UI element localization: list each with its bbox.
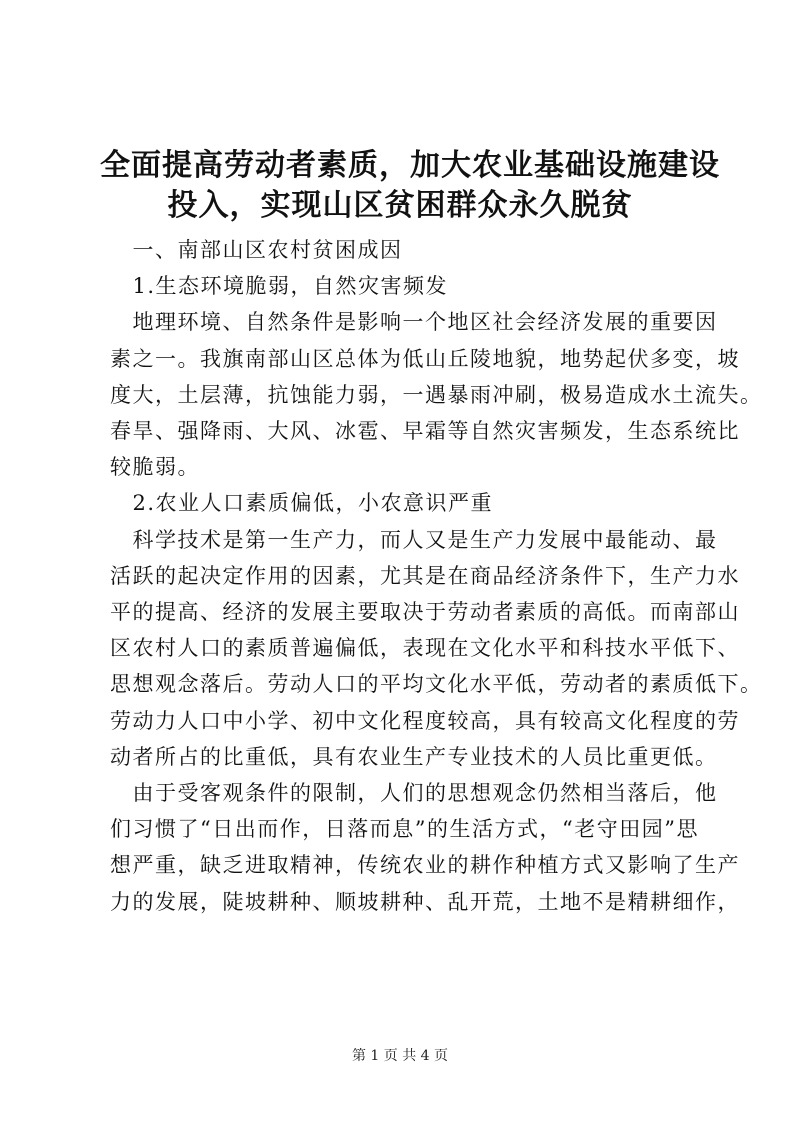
document-title-line-1: 全面提高劳动者素质，加大农业基础设施建设 [100, 148, 720, 183]
paragraph-line: 活跃的起决定作用的因素，尤其是在商品经济条件下，生产力水 [110, 563, 740, 588]
paragraph-line: 力的发展，陡坡耕种、顺坡耕种、乱开荒，土地不是精耕细作， [110, 889, 740, 914]
paragraph-line: 地理环境、自然条件是影响一个地区社会经济发展的重要因 [110, 310, 718, 335]
paragraph-line: 平的提高、经济的发展主要取决于劳动者素质的高低。而南部山 [110, 600, 740, 624]
paragraph-line: 区农村人口的素质普遍偏低，表现在文化水平和科技水平低下、 [110, 636, 740, 661]
document-title-line-2: 投入，实现山区贫困群众永久脱贫 [167, 188, 633, 223]
paragraph-line: 春旱、强降雨、大风、冰雹、早霜等自然灾害频发，生态系统比 [110, 419, 740, 443]
subsection-heading-2: 2.农业人口素质偏低，小农意识严重 [110, 491, 494, 516]
paragraph-line: 由于受客观条件的限制，人们的思想观念仍然相当落后，他 [110, 781, 718, 805]
paragraph-line: 科学技术是第一生产力，而人又是生产力发展中最能动、最 [110, 527, 718, 552]
paragraph-line: 动者所占的比重低，具有农业生产专业技术的人员比重更低。 [110, 744, 718, 769]
paragraph-line: 劳动力人口中小学、初中文化程度较高，具有较高文化程度的劳 [110, 708, 740, 733]
section-heading: 一、南部山区农村贫困成因 [110, 238, 403, 262]
paragraph-line: 思想观念落后。劳动人口的平均文化水平低，劳动者的素质低下。 [110, 672, 763, 697]
paragraph-line: 度大，土层薄，抗蚀能力弱，一遇暴雨冲刷，极易造成水土流失。 [110, 382, 763, 407]
paragraph-line: 较脆弱。 [110, 455, 200, 480]
paragraph-line: 素之一。我旗南部山区总体为低山丘陵地貌，地势起伏多变，坡 [110, 346, 740, 371]
paragraph-line: 想严重，缺乏进取精神，传统农业的耕作种植方式又影响了生产 [110, 853, 740, 878]
subsection-heading-1: 1.生态环境脆弱，自然灾害频发 [110, 274, 449, 299]
page-footer: 第 1 页 共 4 页 [351, 1048, 449, 1064]
paragraph-line: 们习惯了“日出而作，日落而息”的生活方式，“老守田园”思 [110, 817, 699, 842]
